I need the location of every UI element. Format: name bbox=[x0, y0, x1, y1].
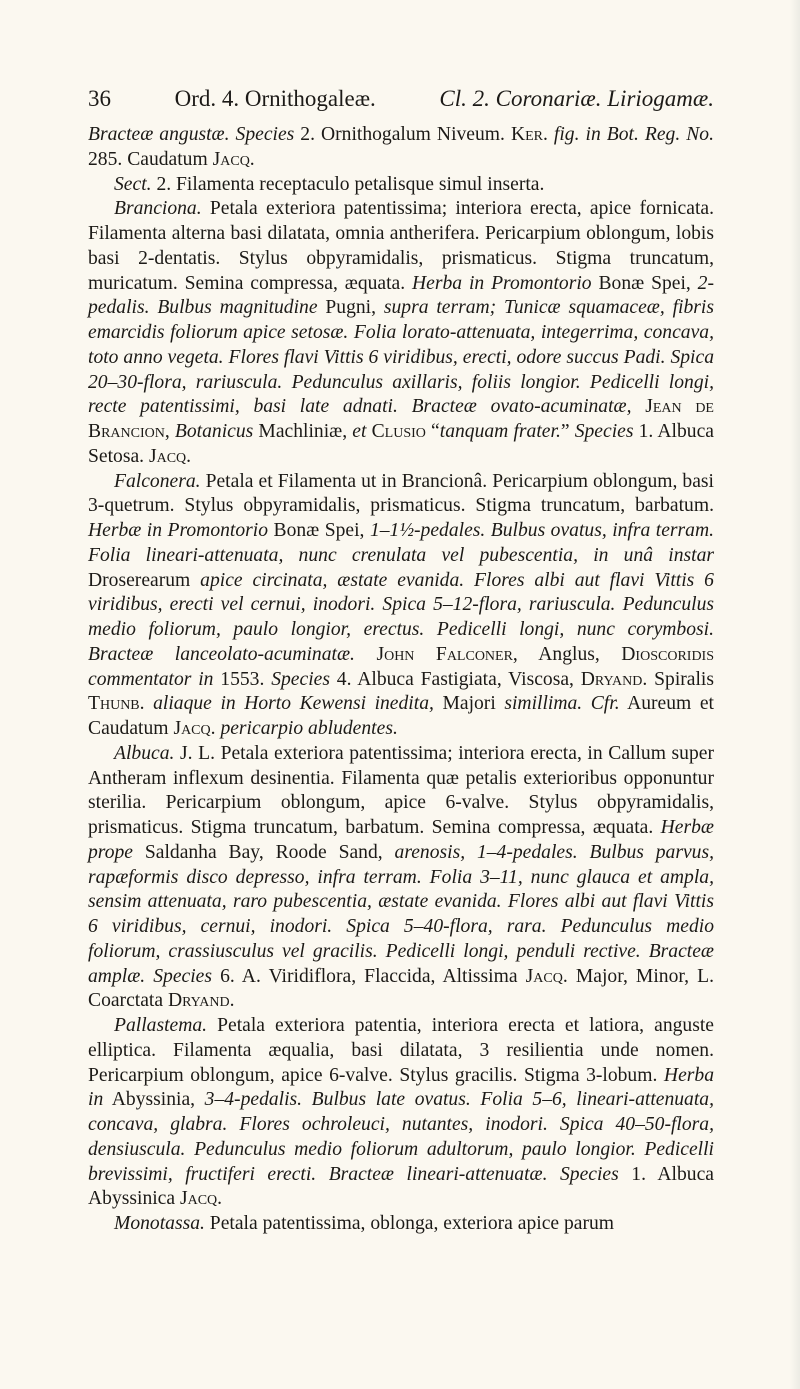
author-name: Thunb. bbox=[88, 693, 145, 715]
italic-run: arenosis, 1–4-pedales. Bulbus parvus, rapæformis disco depresso, infra terram. Folia 3–11, nunc glauca et ampla, sensim attenuata, raro pubescentia, æstate evanida. Flores albi aut flavi Vittis 6 viridibus, cernui, inodori. Spica 5–40-flora, rara. Pedunculus medio foliorum, crassiusculus vel gracilis. Pedicelli longi, penduli rective. Bracteæ amplæ. Species bbox=[88, 841, 715, 987]
text-run: “ bbox=[425, 421, 440, 442]
italic-run: Bracteæ angustæ. Species bbox=[88, 124, 295, 145]
author-name: Clusio bbox=[371, 421, 426, 442]
text-run: Pugni, bbox=[317, 297, 384, 319]
italic-run: Branciona. bbox=[114, 198, 202, 220]
text-run: Anglus, bbox=[517, 643, 622, 665]
italic-run: 2-pedalis. Bulbus magnitudine bbox=[88, 272, 714, 319]
text-run: 1553. bbox=[213, 668, 272, 690]
author-name: Dryand. bbox=[580, 668, 648, 690]
paragraph-pallastema bbox=[88, 1014, 714, 1212]
italic-run: simillima. Cfr. bbox=[504, 693, 620, 715]
author-name: Jacq. bbox=[525, 965, 568, 987]
italic-run: Falconera. bbox=[114, 470, 201, 492]
italic-run: Sect. bbox=[114, 173, 152, 195]
text-run: 2. Ornithogalum Niveum. bbox=[294, 124, 511, 145]
italic-run: Botanicus bbox=[174, 421, 254, 442]
italic-run: Species bbox=[271, 668, 330, 690]
italic-run: pericarpio abludentes. bbox=[220, 718, 398, 739]
italic-run: Albuca. bbox=[114, 742, 175, 764]
text-run: 4. Albuca Fastigiata, Viscosa, bbox=[329, 668, 581, 690]
text-run: Petala et Filamenta ut in Brancionâ. Pericarpium oblongum, basi 3-quetrum. Stylus obpyramidalis, prismaticus. Stigma truncatum, barbatum. bbox=[88, 470, 714, 517]
italic-run: fig. in Bot. Reg. No. bbox=[547, 124, 714, 145]
italic-run: Herbæ prope bbox=[88, 817, 714, 863]
italic-run: apice circinata, æstate evanida. Flores albi aut flavi Vittis 6 viridibus, erecti vel cernui, inodori. Spica 5–12-flora, rariuscula. Pedunculus medio foliorum, paulo longior, erectus. Pedicelli longi, nunc corymbosi. Bracteæ lanceolato-acuminatæ. bbox=[88, 569, 714, 665]
italic-run: Species bbox=[574, 421, 634, 442]
text-run: Spiralis bbox=[647, 668, 714, 690]
paragraph-branciona bbox=[88, 197, 714, 469]
running-header bbox=[88, 86, 714, 112]
author-name: Ker. bbox=[510, 124, 548, 145]
italic-run: Pallastema. bbox=[114, 1015, 208, 1036]
author-name: Jacq. bbox=[148, 445, 192, 467]
italic-run: et bbox=[352, 421, 367, 442]
paragraph-falconera bbox=[88, 470, 714, 742]
page-edge-shadow bbox=[790, 0, 800, 1389]
text-run: Petala patentissima, oblonga, exteriora apice parum bbox=[204, 1213, 615, 1234]
italic-run: Monotassa. bbox=[114, 1213, 205, 1234]
text-run: 2. Filamenta receptaculo petalisque simul inserta. bbox=[151, 173, 545, 195]
author-name: Dryand. bbox=[167, 990, 235, 1012]
page-number: 36 bbox=[88, 86, 111, 111]
italic-run: 3–4-pedalis. Bulbus late ovatus. Folia 5–6, lineari-attenuata, concava, glabra. Flores ochroleuci, nutantes, inodori. Spica 40–50-flora, densiuscula. Pedunculus medio foliorum adultorum, paulo longior. Pedicelli brevissimi, fructiferi erecti. Bracteæ lineari-attenuatæ. Species bbox=[88, 1089, 714, 1185]
paragraph-albuca bbox=[88, 742, 714, 1014]
text-run: Aureum et Caudatum bbox=[88, 693, 714, 739]
text-run: 1. Albuca Abyssinica bbox=[88, 1163, 714, 1210]
text-run: Bonæ Spei, bbox=[268, 520, 370, 541]
italic-run: Herbæ in Promontorio bbox=[88, 520, 269, 541]
text-run: ” bbox=[560, 421, 575, 442]
header-class: Cl. 2. Coronariæ. Liriogamæ. bbox=[439, 86, 714, 111]
text-run: Saldanha Bay, Roode Sand, bbox=[133, 841, 395, 863]
text-run: Droserearum bbox=[88, 569, 201, 591]
text-run: 285. Caudatum bbox=[88, 148, 213, 170]
author-name: Jean de Brancion, bbox=[88, 396, 714, 442]
author-name: Jacq. bbox=[173, 718, 216, 739]
text-run: Petala exteriora patentissima; interiora erecta, apice fornicata. Filamenta alterna basi dilatata, omnia antherifera. Pericarpium oblongum, lobis basi 2-dentatis. Stylus obpyramidalis, prismaticus. Stigma truncatum, muricatum. Semina compressa, æquata. bbox=[88, 198, 714, 294]
text-run: Majori bbox=[433, 693, 505, 715]
italic-run: 1–1½-pedales. Bulbus ovatus, infra terram. Folia lineari-attenuata, nunc crenulata vel pubescentia, in unâ instar bbox=[88, 520, 715, 566]
text-run: 6. A. Viridiflora, Flaccida, Altissima bbox=[212, 965, 526, 987]
italic-run: tanquam frater. bbox=[439, 421, 561, 442]
text-run: Abyssinia, bbox=[103, 1089, 205, 1111]
text-run: Bonæ Spei, bbox=[591, 272, 698, 294]
header-order: Ord. 4. Ornithogaleæ. bbox=[174, 86, 376, 111]
text-run: Major, Minor, L. Coarctata bbox=[88, 965, 714, 1012]
author-name: Dioscoridis bbox=[621, 643, 714, 665]
italic-run: Herba in bbox=[88, 1064, 714, 1111]
text-run bbox=[145, 693, 154, 714]
text-run: Petala exteriora patentia, interiora erecta et latiora, anguste elliptica. Filamenta æqualia, basi dilatata, 3 resilientia unde nomen. Pericarpium oblongum, apice 6-valve. Stylus gracilis. Stigma 3-lobum. bbox=[88, 1015, 714, 1086]
italic-run: aliaque in Horto Kewensi inedita, bbox=[153, 693, 434, 715]
text-run bbox=[632, 396, 646, 417]
paragraph-monotassa bbox=[88, 1212, 714, 1237]
italic-run: Herba in Promontorio bbox=[412, 272, 592, 294]
author-name: Jacq. bbox=[212, 148, 255, 170]
author-name: Jacq. bbox=[179, 1188, 223, 1210]
text-run: Machliniæ, bbox=[253, 421, 353, 442]
page-body bbox=[88, 123, 714, 1237]
paragraph-bracteae bbox=[88, 123, 714, 173]
italic-run: commentator in bbox=[88, 668, 214, 690]
italic-run: supra terram; Tunicæ squamaceæ, fibris emarcidis foliorum apice setosæ. Folia lorato-attenuata, integerrima, concava, toto anno vegeta. Flores flavi Vittis 6 viridibus, erecti, odore succus Padi. Spica 20–30-flora, rariuscula. Pedunculus axillaris, foliis longior. Pedicelli longi, recte patentissimi, basi late adnati. Bracteæ ovato-acuminatæ, bbox=[88, 297, 714, 418]
text-run bbox=[355, 644, 377, 665]
text-run: J. L. Petala exteriora patentissima; interiora erecta, in Callum super Antheram inflexum desinentia. Filamenta quæ petalis exterioribus opponuntur sterilia. Pericarpium oblongum, apice 6-valve. Stylus obpyramidalis, prismaticus. Stigma truncatum, barbatum. Semina compressa, æquata. bbox=[88, 742, 714, 838]
author-name: John Falconer, bbox=[376, 643, 518, 665]
text-run: 1. Albuca Setosa. bbox=[88, 421, 714, 467]
paragraph-sect-2 bbox=[88, 173, 714, 198]
